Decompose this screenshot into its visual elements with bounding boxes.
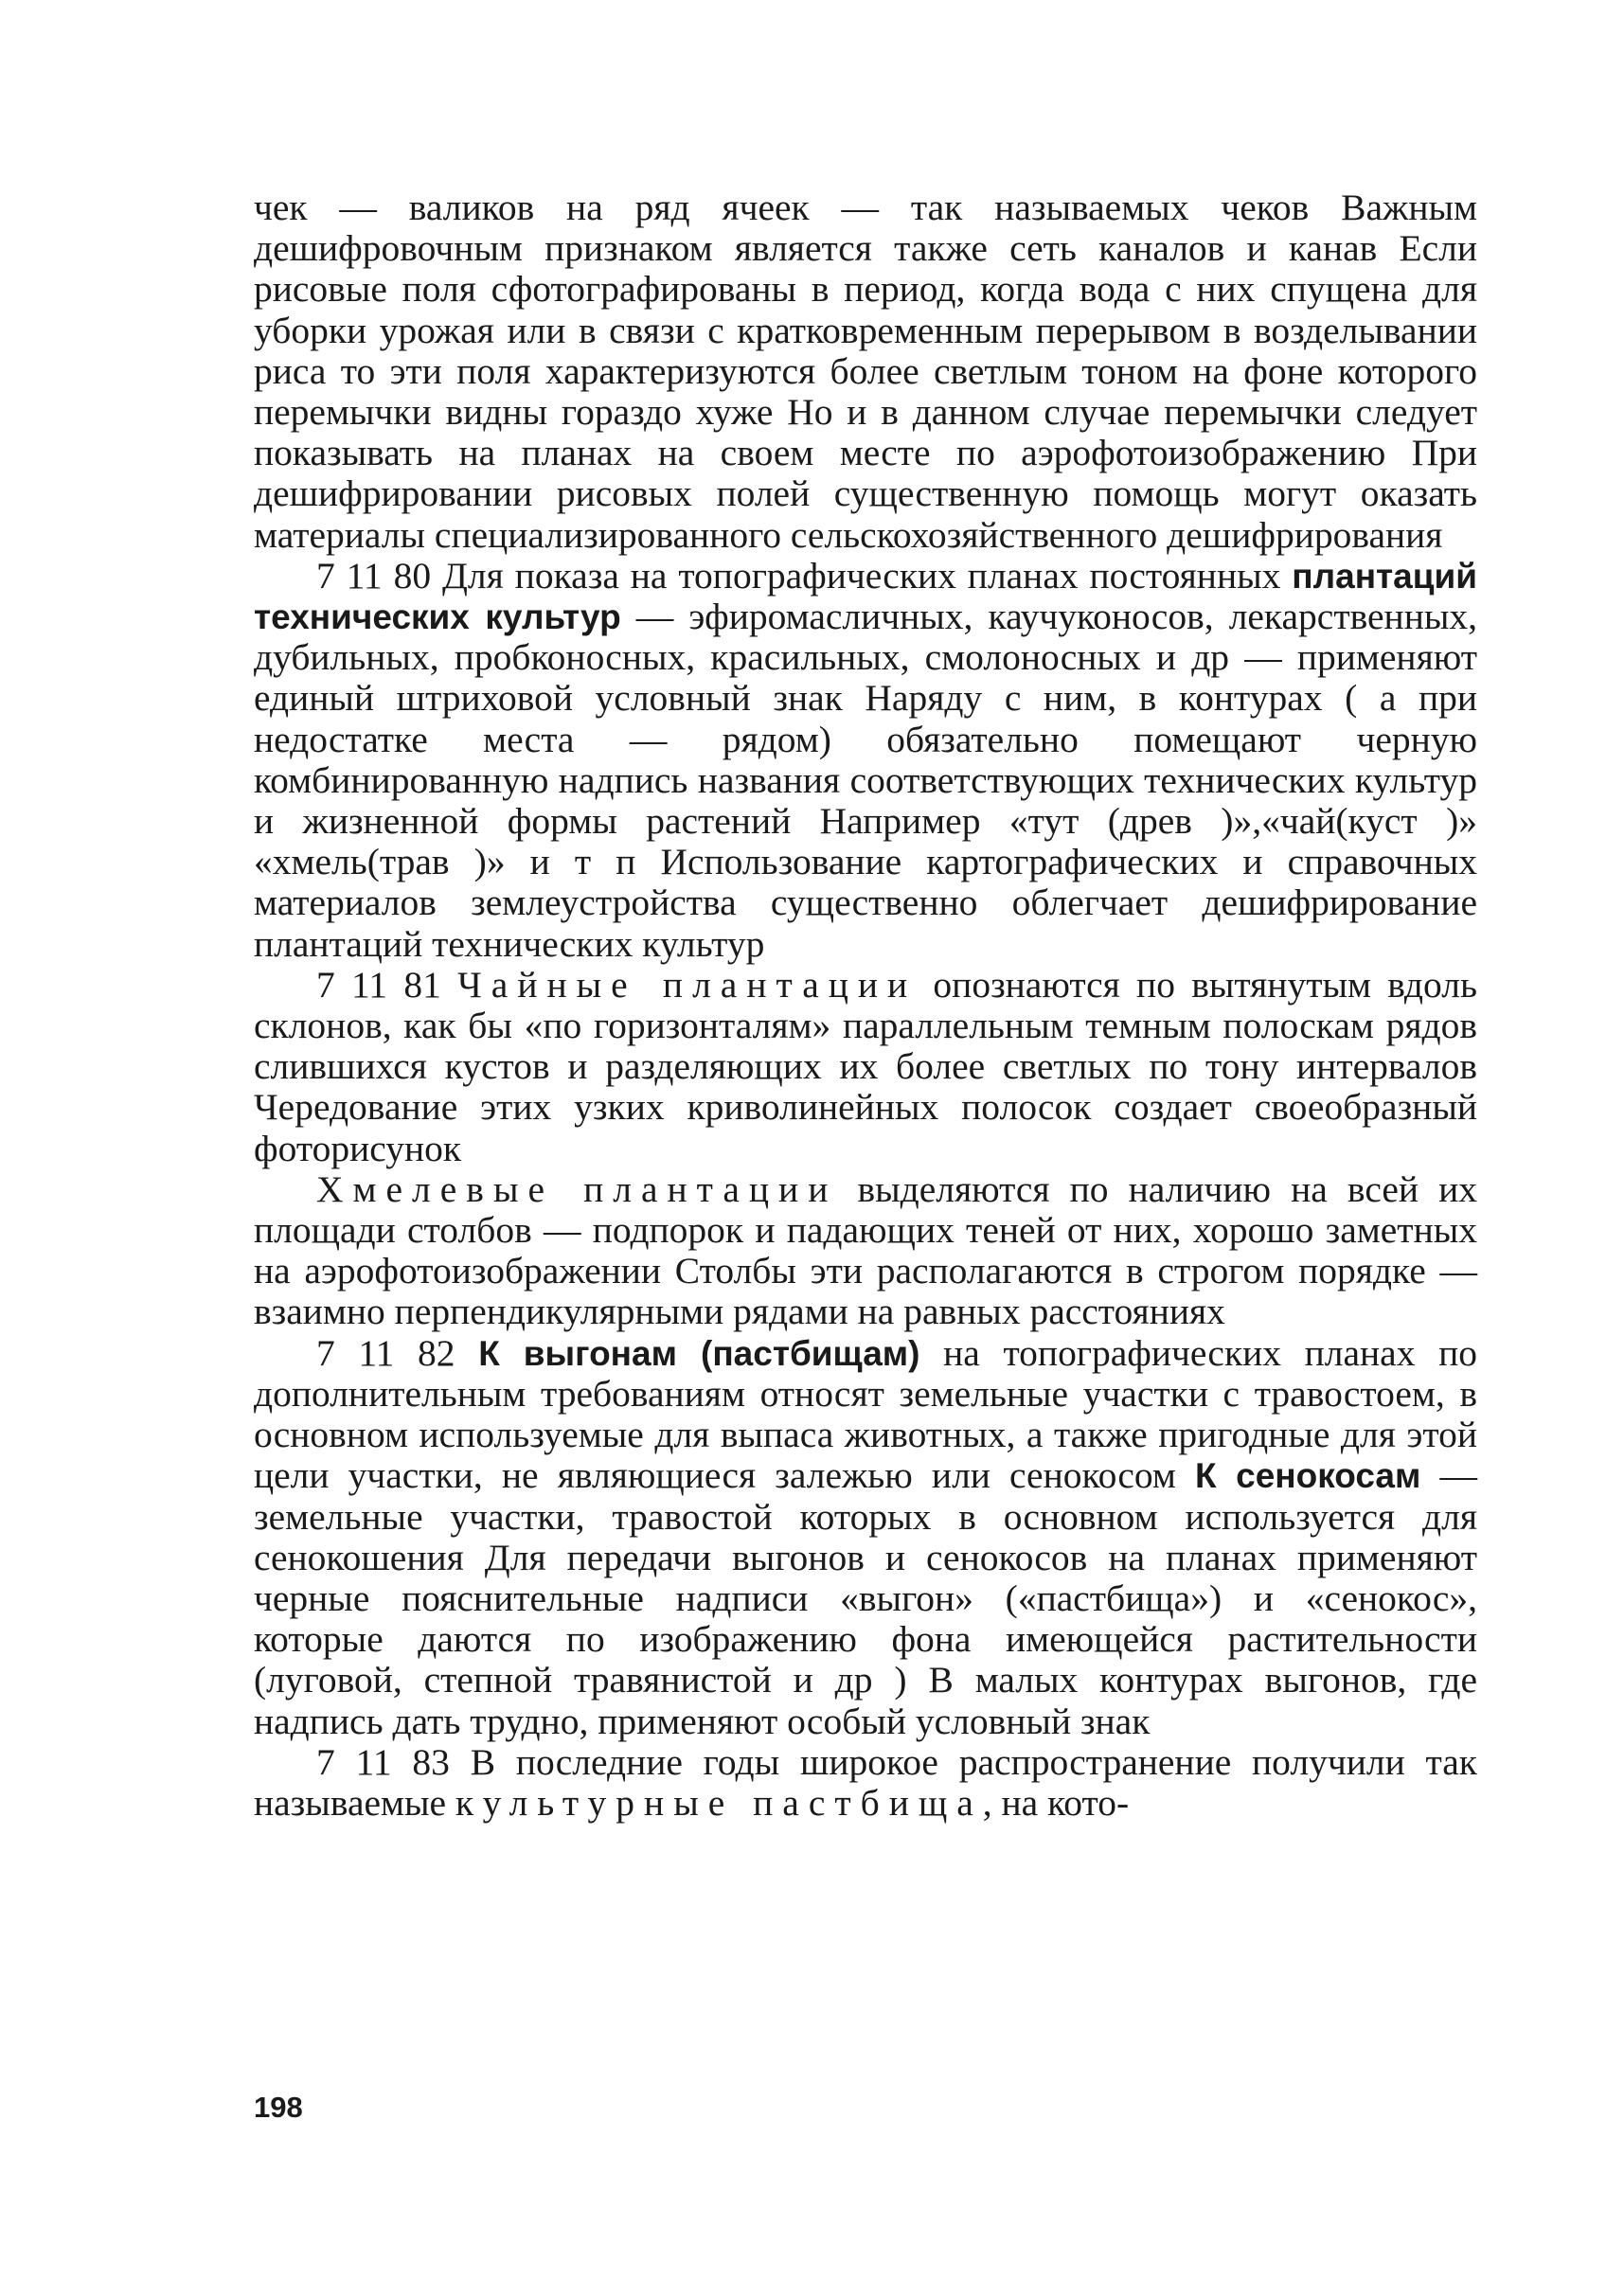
text-segment: 7 11 80 Для показа на топографических планах постоянных bbox=[316, 554, 1293, 597]
spaced-term-cultivated-pastures: культурные пастбища bbox=[455, 1781, 983, 1824]
text-segment: — эфиромасличных, каучуконосов, лекарственных, дубильных, пробконосных, красильных, смолоносных и др — применяют единый штриховой условный знак Наряду с ним, в контурах ( а при недостатке места — рядом) обязательно помещают черную комбинированную надпись названия соответствующих технических культур и жизненной формы растений Например «тут (древ )»,«чай(куст )» «хмель(трав )» и т п Использование картографических и справочных материалов землеустройства существенно облегчает дешифрирование плантаций технических культур bbox=[254, 596, 1477, 965]
paragraph-7-11-81 bbox=[254, 965, 1477, 1169]
text-segment: чек — валиков на ряд ячеек — так называемых чеков Важным дешифровочным признаком является также сеть каналов и канав Если рисовые поля сфотографированы в период, когда вода с них спущена для уборки урожая или в связи с кратковременным перерывом в возделывании риса то эти поля характеризуются более светлым тоном на фоне которого перемычки видны гораздо хуже Но и в данном случае перемычки следует показывать на планах на своем месте по аэрофотоизображению При дешифрировании рисовых полей существенную помощь могут оказать материалы специализированного сельскохозяйственного дешифрирования bbox=[254, 187, 1477, 556]
paragraph-7-11-80 bbox=[254, 556, 1477, 965]
bold-term-hayfields: К сенокосам bbox=[1195, 1456, 1421, 1496]
text-segment: 7 11 83 В последние годы широкое распространение получили так называемые bbox=[254, 1740, 1477, 1824]
text-segment: 7 11 81 bbox=[316, 963, 458, 1006]
paragraph-rice-fields bbox=[254, 187, 1477, 556]
text-segment: , на кото- bbox=[982, 1781, 1130, 1824]
text-segment: выделяются по наличию на всей их площади столбов — подпорок и падающих теней от них, хорошо заметных на аэрофотоизображении Столбы эти располагаются в строгом порядке — взаимно перпендикулярными рядами на равных расстояниях bbox=[254, 1167, 1477, 1333]
bold-term-technical-plantations: плантаций технических культур bbox=[254, 556, 1477, 637]
spaced-term-hop-plantations: Хмелевые плантации bbox=[316, 1167, 838, 1210]
bold-term-pastures: К выгонам (пастбищам) bbox=[478, 1333, 920, 1373]
text-segment: — земельные участки, травостой которых в основном используется для сенокошения Для передачи выгонов и сенокосов на планах применяют черные пояснительные надписи «выгон» («пастбища») и «сенокос», которые даются по изображению фона имеющейся растительности (луговой, степной травянистой и др ) В малых контурах выгонов, где надпись дать трудно, применяют особый условный знак bbox=[254, 1454, 1477, 1742]
paragraph-hop-plantations bbox=[254, 1169, 1477, 1333]
paragraph-7-11-82 bbox=[254, 1333, 1477, 1742]
spaced-term-tea-plantations: Чайные плантации bbox=[457, 963, 918, 1006]
page-body bbox=[254, 187, 1477, 1824]
page-number: 198 bbox=[254, 2091, 303, 2124]
text-segment: 7 11 82 bbox=[316, 1331, 479, 1374]
text-segment: опознаются по вытянутым вдоль склонов, как бы «по горизонталям» параллельным темным полоскам рядов слившихся кустов и разделяющих их более светлых по тону интервалов Чередование этих узких криволинейных полосок создает своеобразный фоторисунок bbox=[254, 963, 1477, 1169]
text-segment: на топографических планах по дополнительным требованиям относят земельные участки с травостоем, в основном используемые для выпаса животных, а также пригодные для этой цели участки, не являющиеся залежью или сенокосом bbox=[254, 1331, 1477, 1497]
paragraph-7-11-83 bbox=[254, 1742, 1477, 1824]
